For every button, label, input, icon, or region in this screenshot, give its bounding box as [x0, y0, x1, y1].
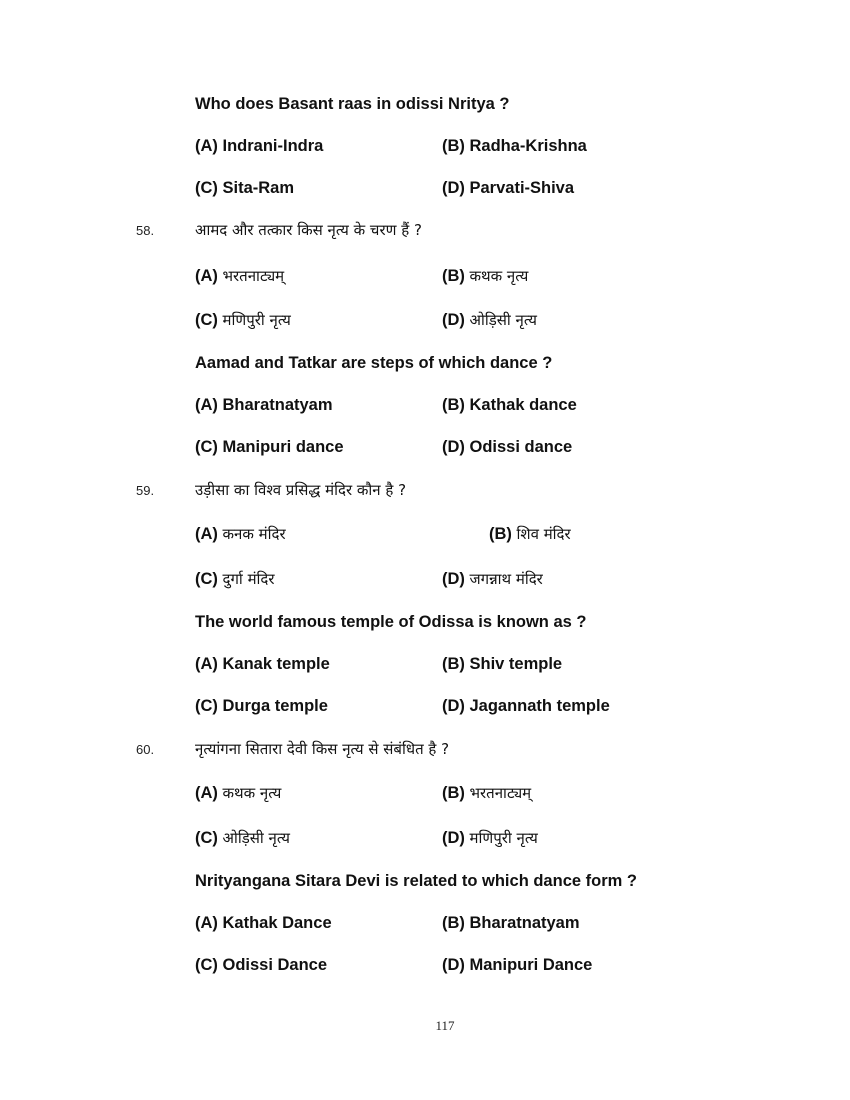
option-58-en-c: (C) Manipuri dance	[195, 438, 344, 456]
question-59-hindi: उड़ीसा का विश्व प्रसिद्ध मंदिर कौन है ?	[195, 481, 407, 499]
option-letter: (C)	[195, 829, 218, 847]
option-59-en-a: (A) Kanak temple	[195, 655, 330, 673]
option-58-en-a: (A) Bharatnatyam	[195, 396, 333, 414]
option-text: कथक नृत्य	[222, 784, 282, 802]
option-57-en-c: (C) Sita-Ram	[195, 179, 295, 197]
option-text: मणिपुरी नृत्य	[469, 829, 538, 847]
option-57-en-a: (A) Indrani-Indra	[195, 137, 324, 155]
question-57-english: Who does Basant raas in odissi Nritya ?	[195, 95, 510, 113]
option-59-hi-b	[489, 524, 571, 544]
option-60-hi-d	[442, 828, 538, 848]
option-59-en-d: (D) Jagannath temple	[442, 697, 610, 715]
option-59-hi-d	[442, 569, 543, 589]
option-60-hi-c	[195, 828, 290, 848]
option-letter: (B)	[442, 267, 465, 285]
option-60-en-d: (D) Manipuri Dance	[442, 956, 593, 974]
option-58-hi-a	[195, 266, 284, 286]
option-letter: (A)	[195, 784, 218, 802]
option-text: कनक मंदिर	[222, 525, 286, 543]
question-59-english: The world famous temple of Odissa is known as ?	[195, 613, 587, 631]
question-number-60: 60.	[136, 742, 155, 757]
option-letter: (D)	[442, 570, 465, 588]
option-text: ओड़िसी नृत्य	[469, 311, 537, 329]
option-58-en-d: (D) Odissi dance	[442, 438, 573, 456]
option-60-hi-b	[442, 783, 531, 803]
option-58-en-b: (B) Kathak dance	[442, 396, 577, 414]
question-number-58: 58.	[136, 223, 155, 238]
page-number: 117	[435, 1018, 455, 1033]
option-58-hi-b	[442, 266, 528, 286]
option-text: ओड़िसी नृत्य	[222, 829, 290, 847]
question-58-hindi: आमद और तत्कार किस नृत्य के चरण हैं ?	[195, 221, 422, 239]
question-60-english: Nrityangana Sitara Devi is related to which dance form ?	[195, 872, 637, 890]
option-letter: (C)	[195, 311, 218, 329]
option-text: कथक नृत्य	[469, 267, 529, 285]
option-letter: (A)	[195, 267, 218, 285]
option-59-hi-a	[195, 524, 286, 544]
option-letter: (C)	[195, 570, 218, 588]
option-text: भरतनाट्यम्	[222, 267, 285, 285]
option-text: शिव मंदिर	[516, 525, 571, 543]
option-57-en-d: (D) Parvati-Shiva	[442, 179, 575, 197]
option-57-en-b: (B) Radha-Krishna	[442, 137, 587, 155]
option-letter: (D)	[442, 829, 465, 847]
option-60-hi-a	[195, 783, 281, 803]
option-59-en-b: (B) Shiv temple	[442, 655, 563, 673]
option-60-en-a: (A) Kathak Dance	[195, 914, 332, 932]
option-letter: (A)	[195, 525, 218, 543]
option-text: भरतनाट्यम्	[469, 784, 532, 802]
option-letter: (B)	[489, 525, 512, 543]
option-60-en-c: (C) Odissi Dance	[195, 956, 328, 974]
option-text: जगन्नाथ मंदिर	[469, 570, 543, 588]
option-59-en-c: (C) Durga temple	[195, 697, 328, 715]
option-60-en-b: (B) Bharatnatyam	[442, 914, 580, 932]
option-58-hi-d	[442, 310, 537, 330]
question-number-59: 59.	[136, 483, 155, 498]
option-letter: (B)	[442, 784, 465, 802]
question-58-english: Aamad and Tatkar are steps of which dance ?	[195, 354, 553, 372]
question-60-hindi: नृत्यांगना सितारा देवी किस नृत्य से संबंधित है ?	[195, 740, 450, 758]
option-59-hi-c	[195, 569, 275, 589]
option-letter: (D)	[442, 311, 465, 329]
option-text: दुर्गा मंदिर	[222, 570, 275, 588]
option-text: मणिपुरी नृत्य	[222, 311, 291, 329]
option-58-hi-c	[195, 310, 291, 330]
